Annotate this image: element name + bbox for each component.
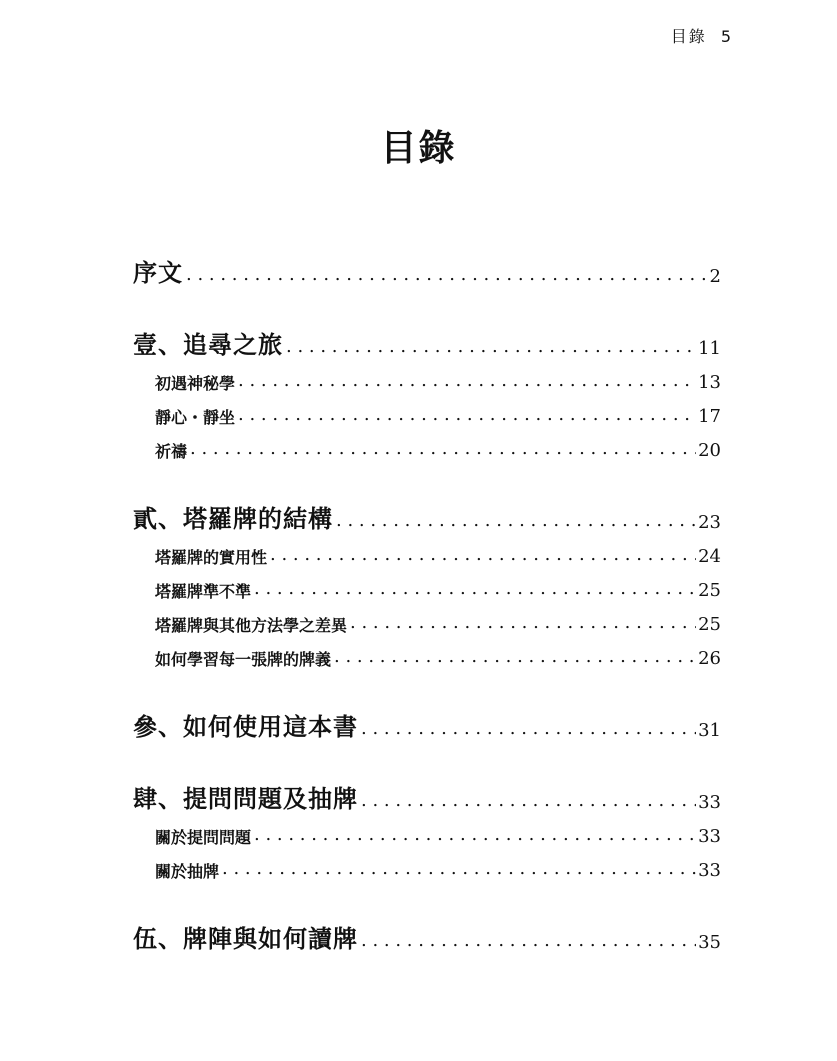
dot-leader <box>190 440 696 462</box>
toc-entry-page: 33 <box>698 792 721 813</box>
toc-entry-label: 壹、追尋之旅 <box>133 330 283 359</box>
toc-entry-page: 17 <box>698 406 721 427</box>
dot-leader <box>186 266 708 288</box>
toc-entry-page: 31 <box>698 720 721 741</box>
dot-leader <box>222 860 696 882</box>
toc-entry-label: 伍、牌陣與如何讀牌 <box>133 924 358 953</box>
toc-entry-label: 塔羅牌與其他方法學之差異 <box>155 616 348 635</box>
toc-entry-chapter-2[interactable] <box>133 496 721 534</box>
toc-entry-page: 35 <box>698 932 721 953</box>
running-header-title: 目錄 <box>670 27 707 46</box>
toc-entry-page: 25 <box>698 614 721 635</box>
toc-entry-section[interactable] <box>133 814 721 848</box>
running-header-page-number: 5 <box>720 27 733 46</box>
toc-entry-label: 參、如何使用這本書 <box>133 712 358 741</box>
toc-entry-label: 塔羅牌的實用性 <box>155 548 268 567</box>
dot-leader <box>238 372 696 394</box>
dot-leader <box>350 614 696 636</box>
toc-entry-label: 肆、提問問題及抽牌 <box>133 784 358 813</box>
toc-entry-section[interactable] <box>133 394 721 428</box>
dot-leader <box>254 580 696 602</box>
toc-entry-page: 2 <box>709 266 721 287</box>
table-of-contents <box>133 250 721 954</box>
toc-entry-page: 33 <box>698 860 721 881</box>
toc-entry-label: 塔羅牌準不準 <box>155 582 252 601</box>
toc-entry-page: 11 <box>698 338 721 359</box>
page-title: 目錄 <box>380 128 457 169</box>
dot-leader <box>254 826 696 848</box>
toc-entry-page: 33 <box>698 826 721 847</box>
toc-entry-page: 23 <box>698 512 721 533</box>
toc-entry-label: 如何學習每一張牌的牌義 <box>155 650 332 669</box>
toc-entry-label: 序文 <box>133 258 183 287</box>
toc-entry-chapter-5[interactable] <box>133 916 721 954</box>
toc-entry-preface[interactable] <box>133 250 721 288</box>
toc-entry-section[interactable] <box>133 848 721 882</box>
dot-leader <box>361 792 696 814</box>
toc-entry-section[interactable] <box>133 360 721 394</box>
toc-entry-chapter-3[interactable] <box>133 704 721 742</box>
toc-entry-section[interactable] <box>133 428 721 462</box>
toc-entry-page: 13 <box>698 372 721 393</box>
toc-entry-label: 關於提問問題 <box>155 828 252 847</box>
dot-leader <box>286 338 696 360</box>
running-header <box>671 24 733 47</box>
toc-entry-label: 祈禱 <box>155 442 188 461</box>
toc-entry-page: 25 <box>698 580 721 601</box>
toc-entry-section[interactable] <box>133 568 721 602</box>
toc-entry-section[interactable] <box>133 636 721 670</box>
toc-entry-chapter-1[interactable] <box>133 322 721 360</box>
dot-leader <box>361 720 696 742</box>
dot-leader <box>238 406 696 428</box>
toc-entry-chapter-4[interactable] <box>133 776 721 814</box>
dot-leader <box>334 648 696 670</box>
toc-entry-label: 初遇神秘學 <box>155 374 236 393</box>
toc-entry-page: 20 <box>698 440 721 461</box>
toc-entry-label: 貳、塔羅牌的結構 <box>133 504 333 533</box>
dot-leader <box>270 546 696 568</box>
toc-entry-section[interactable] <box>133 534 721 568</box>
toc-entry-page: 26 <box>698 648 721 669</box>
toc-entry-section[interactable] <box>133 602 721 636</box>
dot-leader <box>361 932 696 954</box>
toc-entry-label: 靜心・靜坐 <box>155 408 236 427</box>
toc-entry-page: 24 <box>698 546 721 567</box>
dot-leader <box>336 512 696 534</box>
toc-entry-label: 關於抽牌 <box>155 862 220 881</box>
